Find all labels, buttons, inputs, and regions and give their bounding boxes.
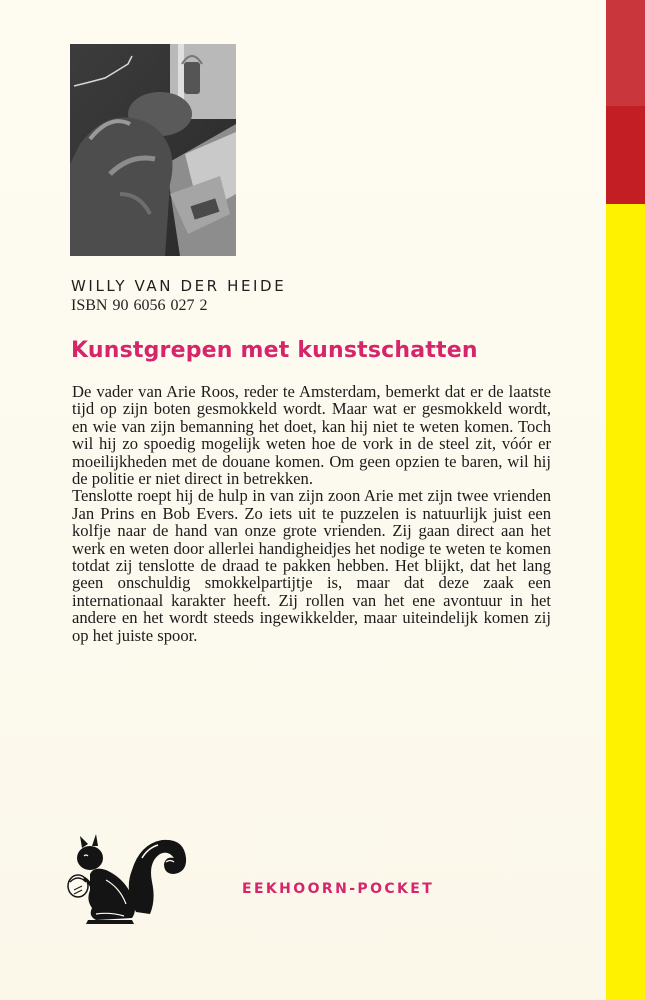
strip-yellow [606,204,645,1000]
strip-red-light [606,0,645,106]
series-label: EEKHOORN-POCKET [242,881,435,897]
author-photo [70,44,236,256]
photo-image [70,44,236,256]
blurb-paragraph-1: De vader van Arie Roos, reder te Amsterdam, bemerkt dat er de laatste tijd op zijn boten gesmokkeld wordt. Maar wat er gesmokkeld wordt, en wie van zijn bemanning het doet, kan hij niet te weten komen. Toch wil hij zo spoedig mogelijk weten hoe de vork in de steel zit, vóór er moeilijkheden met de douane komen. Om geen opzien te baren, wil hij de politie er niet direct in betrekken. [72,382,551,489]
squirrel-icon [66,830,188,926]
color-strip [606,0,645,1000]
author-name: WILLY VAN DER HEIDE [71,277,287,295]
strip-red-dark [606,106,645,204]
book-title: Kunstgrepen met kunstschatten [71,338,478,363]
blurb-paragraph-2: Tenslotte roept hij de hulp in van zijn zoon Arie met zijn twee vrienden Jan Prins en Bob Evers. Zo iets uit te puzzelen is natuurlijk juist een kolfje naar de hand van onze grote vrienden. Zij gaan direct aan het werk en weten door allerlei handigheidjes het nodige te weten te komen totdat zij tenslotte de draad te pakken hebben. Het blijkt, dat het lang geen onschuldig smokkelpartijtje is, maar dat deze zaak een internationaal karakter heeft. Zij rollen van het ene avontuur in het andere en het wordt steeds ingewikkelder, maar uiteindelijk komen zij op het juiste spoor. [72,486,551,645]
blurb [72,383,551,644]
isbn: ISBN 90 6056 027 2 [71,297,208,314]
